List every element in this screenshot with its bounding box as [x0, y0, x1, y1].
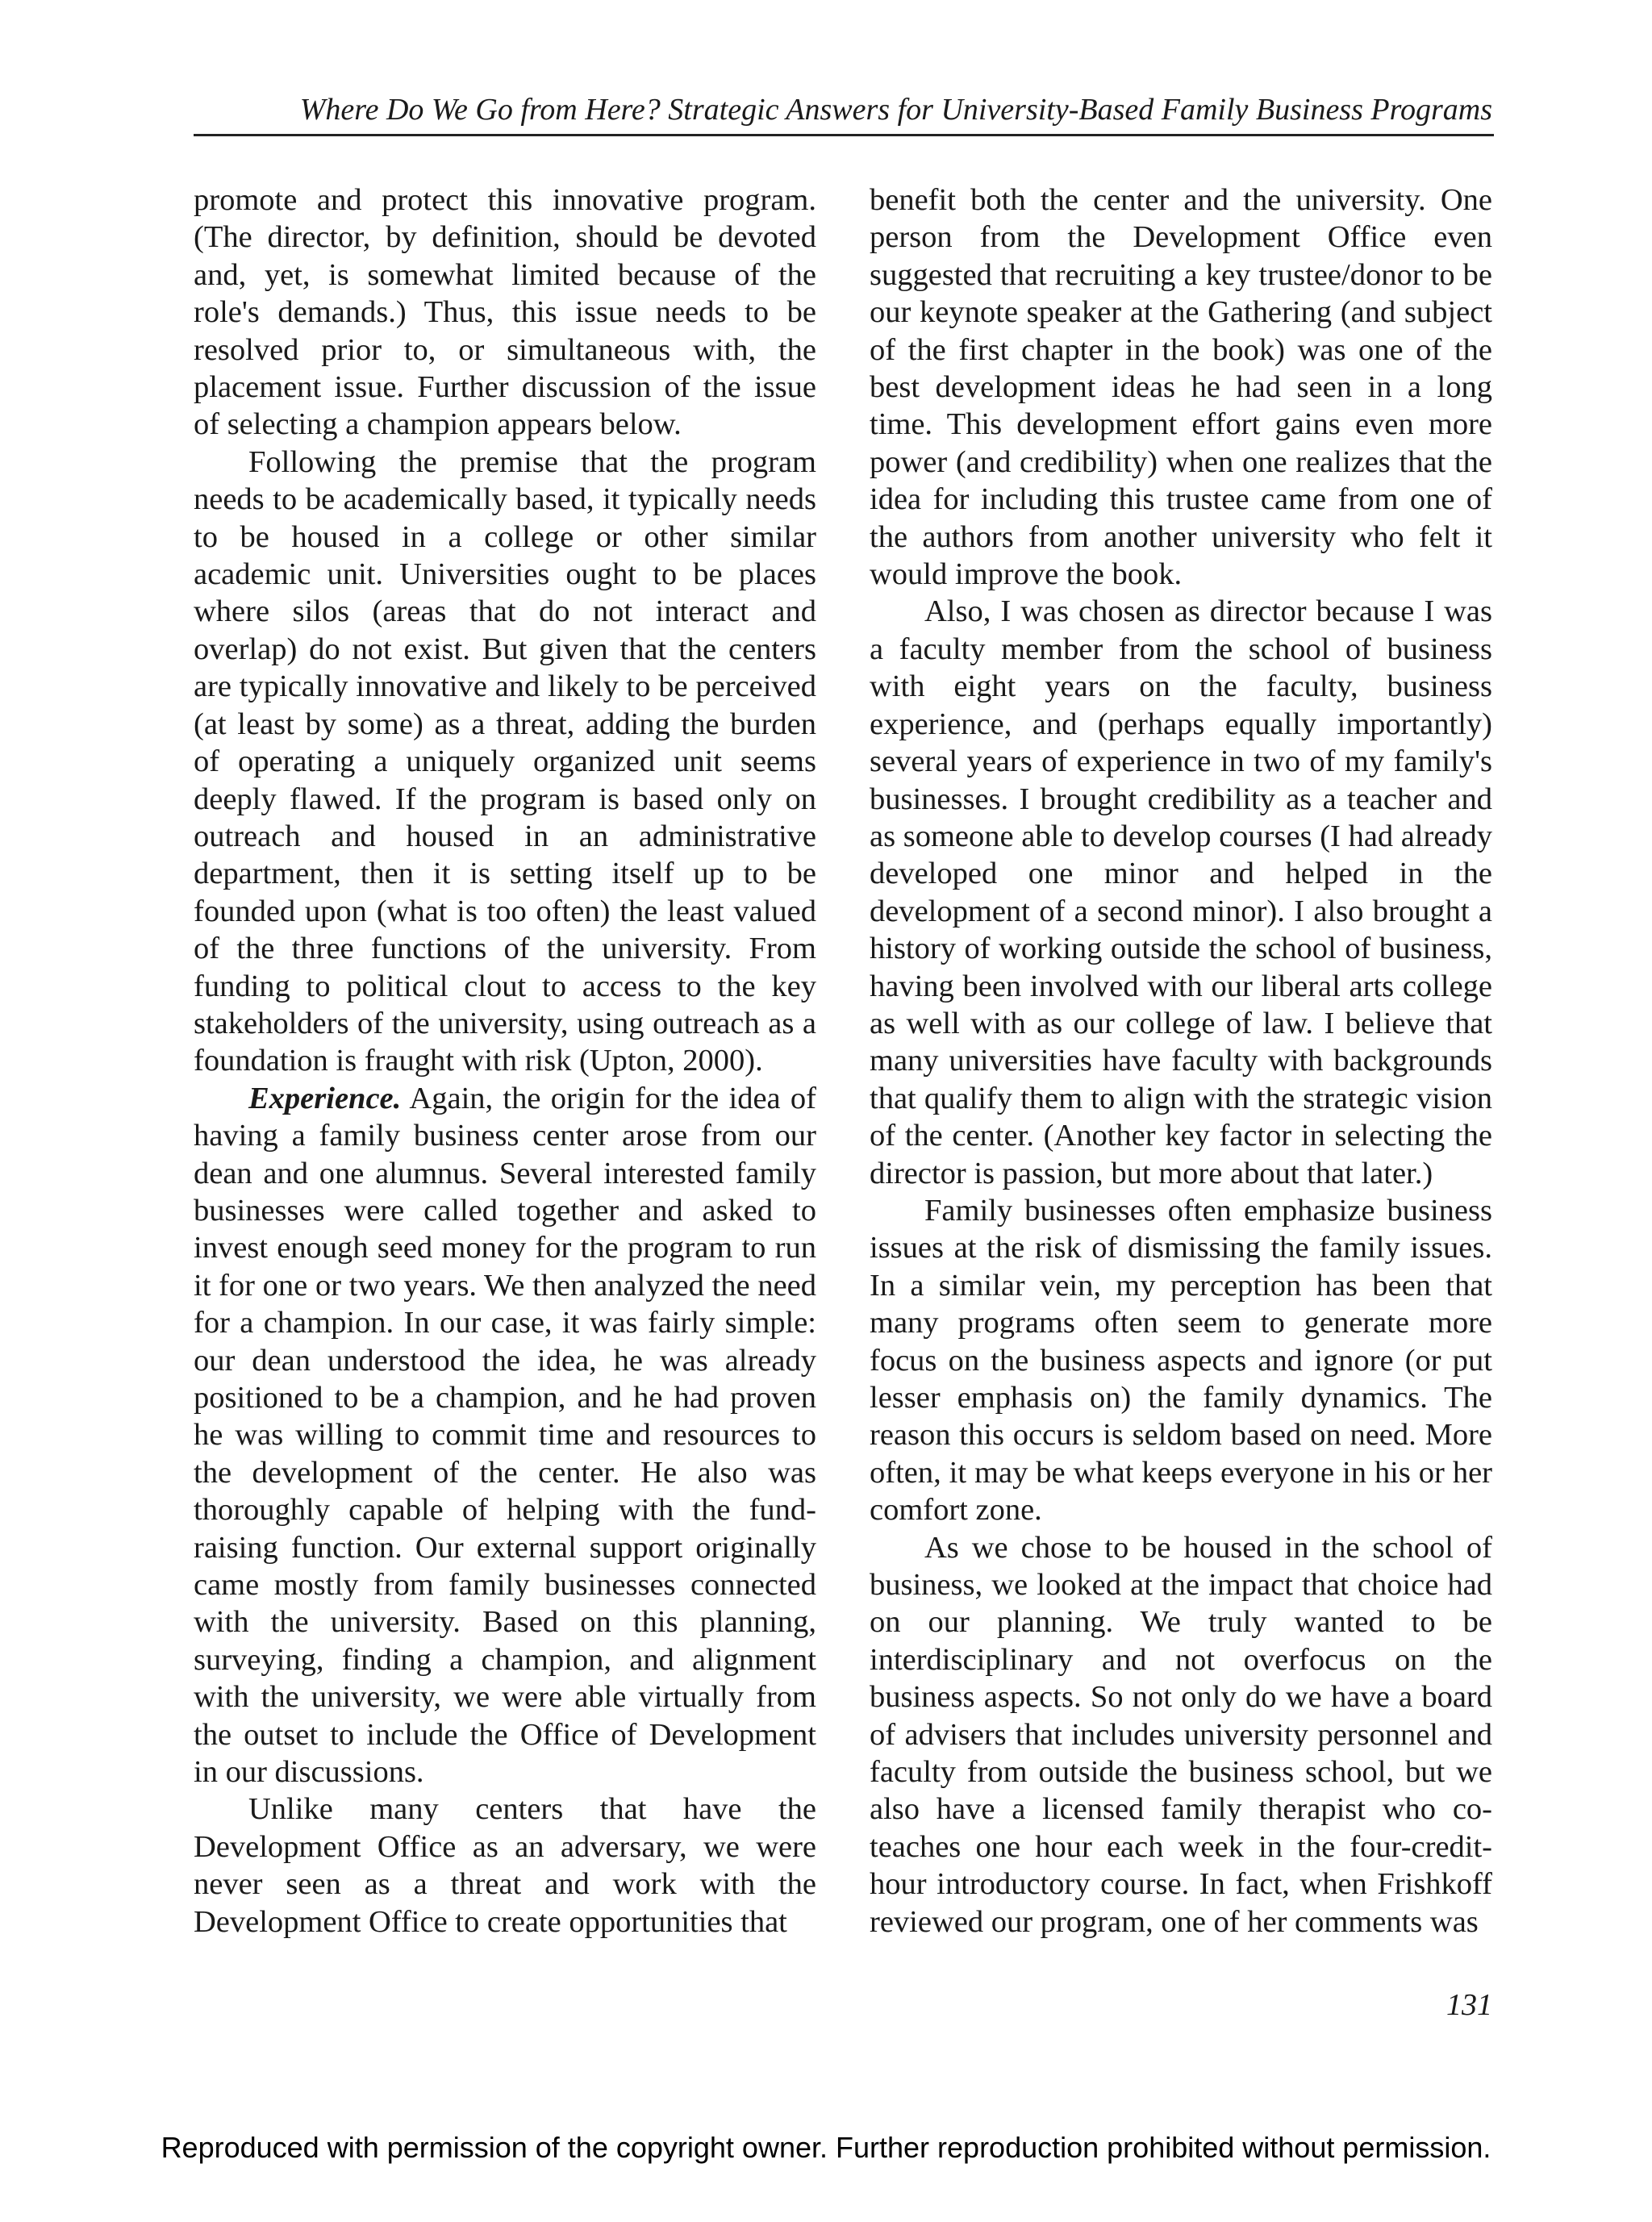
left-paragraph-1: promote and protect this innovative program. (The director, by definition, should be devoted and, yet, is somewhat limited because of the role's demands.) Thus, this issue needs to be resolved prior to, or simultaneous with, the placement issue. Further discussion of the issue of selecting a champion appears below. [194, 183, 816, 442]
left-column [194, 181, 816, 1941]
right-column [870, 181, 1492, 1941]
header-rule [194, 134, 1494, 136]
page-number: 131 [1446, 1988, 1492, 2022]
reproduction-notice: Reproduced with permission of the copyright owner. Further reproduction prohibited without permission. [161, 2131, 1491, 2164]
right-paragraph-1: benefit both the center and the university. One person from the Development Office even suggested that recruiting a key trustee/donor to be our keynote speaker at the Gathering (and subject of the first chapter in the book) was one of the best development ideas he had seen in a long time. This development effort gains even more power (and credibility) when one realizes that the idea for including this trustee came from one of the authors from another university who felt it would improve the book. [870, 183, 1492, 592]
running-head-title: Where Do We Go from Here? Strategic Answers for University-Based Family Business Programs [299, 93, 1492, 127]
right-paragraph-4: As we chose to be housed in the school of business, we looked at the impact that choice had on our planning. We truly wanted to be interdisciplinary and not overfocus on the business aspects. So not only do we have a board of advisers that includes university personnel and faculty from outside the business school, but we also have a licensed family therapist who co-teaches one hour each week in the four-credit-hour introductory course. In fact, when Frishkoff reviewed our program, one of her comments was [870, 1530, 1492, 1939]
left-paragraph-3-text: Again, the origin for the idea of having a family business center arose from our dean and one alumnus. Several interested family businesses were called together and asked to invest enough seed money for the program to run it for one or two years. We then analyzed the need for a champion. In our case, it was fairly simple: our dean understood the idea, he was already positioned to be a champion, and he had proven he was willing to commit time and resources to the development of the center. He also was thoroughly capable of helping with the fund-raising function. Our external support originally came mostly from family businesses connected with the university. Based on this planning, surveying, finding a champion, and alignment with the university, we were able virtually from the outset to include the Office of Development in our discussions. [194, 1081, 816, 1790]
right-paragraph-2: Also, I was chosen as director because I was a faculty member from the school of business with eight years on the faculty, business experience, and (perhaps equally importantly) several years of experience in two of my family's businesses. I brought credibility as a teacher and as someone able to develop courses (I had already developed one minor and helped in the development of a second minor). I also brought a history of working outside the school of business, having been involved with our liberal arts college as well with as our college of law. I believe that many universities have faculty with backgrounds that qualify them to align with the strategic vision of the center. (Another key factor in selecting the director is passion, but more about that later.) [870, 594, 1492, 1190]
experience-run-in-heading: Experience. [248, 1081, 402, 1115]
left-paragraph-3 [194, 1080, 816, 1791]
left-paragraph-4: Unlike many centers that have the Development Office as an adversary, we were never seen as a threat and work with the Development Office to create opportunities that [194, 1792, 816, 1939]
left-paragraph-2: Following the premise that the program needs to be academically based, it typically needs to be housed in a college or other similar academic unit. Universities ought to be places where silos (areas that do not interact and overlap) do not exist. But given that the centers are typically innovative and likely to be perceived (at least by some) as a threat, adding the burden of operating a uniquely organized unit seems deeply flawed. If the program is based only on outreach and housed in an administrative department, then it is setting itself up to be founded upon (what is too often) the least valued of the three functions of the university. From funding to political clout to access to the key stakeholders of the university, using outreach as a foundation is fraught with risk (Upton, 2000). [194, 444, 816, 1078]
right-paragraph-3: Family businesses often emphasize business issues at the risk of dismissing the family issues. In a similar vein, my perception has been that many programs often seem to generate more focus on the business aspects and ignore (or put lesser emphasis on) the family dynamics. The reason this occurs is seldom based on need. More often, it may be what keeps everyone in his or her comfort zone. [870, 1193, 1492, 1528]
